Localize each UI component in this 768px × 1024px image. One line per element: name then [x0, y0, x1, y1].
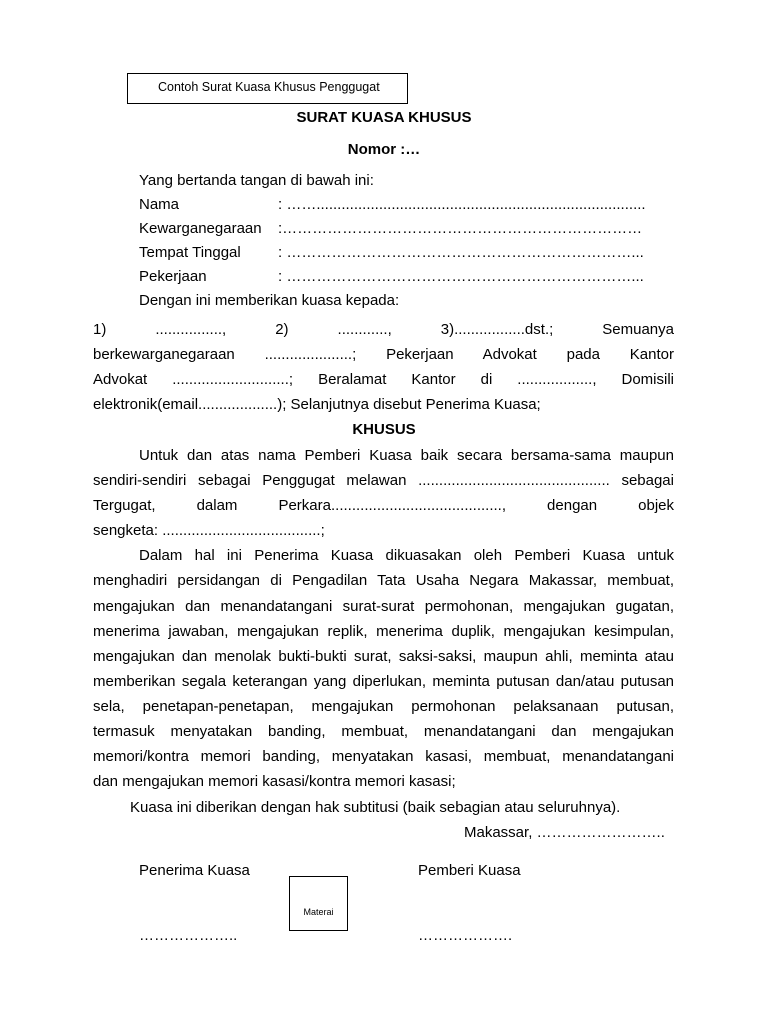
paragraph-line: sela, penetapan-penetapan, mengajukan permohonan pelaksanaan putusan,	[93, 698, 674, 715]
field-value-tempat-tinggal: : ……………………………………………………………...	[278, 244, 644, 261]
recipient-line: berkewarganegaraan .....................; Pekerjaan Advokat pada Kantor	[93, 346, 674, 363]
paragraph-line: mengajukan dan menolak bukti-bukti surat, saksi-saksi, maupun ahli, meminta atau	[93, 648, 674, 665]
paragraph-line: dan mengajukan memori kasasi/kontra memori kasasi;	[93, 773, 456, 790]
substitusi-text: Kuasa ini diberikan dengan hak subtitusi (baik sebagian atau seluruhnya).	[130, 799, 621, 816]
penerima-kuasa-label: Penerima Kuasa	[139, 862, 250, 879]
document-title: SURAT KUASA KHUSUS	[296, 109, 472, 126]
pemberi-signature-line: ……………….	[418, 927, 513, 944]
caption-text: Contoh Surat Kuasa Khusus Penggugat	[158, 80, 380, 94]
field-label-nama: Nama	[139, 196, 180, 213]
pemberi-kuasa-label: Pemberi Kuasa	[418, 862, 521, 879]
paragraph-line: termasuk menyatakan banding, membuat, menandatangani dan mengajukan	[93, 723, 674, 740]
paragraph-line: Dalam hal ini Penerima Kuasa dikuasakan oleh Pemberi Kuasa untuk	[139, 547, 674, 564]
recipient-line: 1) ................, 2) ............, 3).................dst.; Semuanya	[93, 321, 674, 338]
field-label-pekerjaan: Pekerjaan	[139, 268, 207, 285]
kuasa-intro: Dengan ini memberikan kuasa kepada:	[139, 292, 400, 309]
paragraph-line: memori/kontra memori banding, menyatakan kasasi, membuat, menandatangani	[93, 748, 674, 765]
materai-label: Materai	[303, 907, 334, 917]
paragraph-line: Tergugat, dalam Perkara........................................., dengan objek	[93, 497, 674, 514]
recipient-line: elektronik(email...................); Selanjutnya disebut Penerima Kuasa;	[93, 396, 541, 413]
paragraph-line: sengketa: ......................................;	[93, 522, 325, 539]
field-value-pekerjaan: : ……………………………………………………………...	[278, 268, 644, 285]
paragraph-line: memberikan segala keterangan yang diperlukan, meminta putusan dan/atau putusan	[93, 673, 674, 690]
materai-stamp-box	[289, 876, 348, 931]
paragraph-line: menghadiri persidangan di Pengadilan Tata Usaha Negara Makassar, membuat,	[93, 572, 674, 589]
field-value-kewarganegaraan: :………………………………………………………………	[278, 220, 643, 237]
caption-box	[127, 73, 408, 104]
penerima-signature-line: ………………..	[139, 927, 238, 944]
khusus-heading: KHUSUS	[352, 421, 416, 438]
paragraph-line: sendiri-sendiri sebagai Penggugat melawan .............................................. sebagai	[93, 472, 674, 489]
place-date: Makassar, ……………………..	[464, 824, 665, 841]
paragraph-line: menerima jawaban, mengajukan replik, menerima duplik, mengajukan kesimpulan,	[93, 623, 674, 640]
field-value-nama: : ……...............................................................................	[278, 196, 646, 213]
recipient-line: Advokat ............................; Beralamat Kantor di .................., Domisili	[93, 371, 674, 388]
document-number: Nomor :…	[347, 141, 421, 158]
paragraph-line: Untuk dan atas nama Pemberi Kuasa baik secara bersama-sama maupun	[139, 447, 674, 464]
intro-text: Yang bertanda tangan di bawah ini:	[139, 172, 374, 189]
field-label-tempat-tinggal: Tempat Tinggal	[139, 244, 241, 261]
paragraph-line: mengajukan dan menandatangani surat-surat permohonan, mengajukan gugatan,	[93, 598, 674, 615]
field-label-kewarganegaraan: Kewarganegaraan	[139, 220, 262, 237]
